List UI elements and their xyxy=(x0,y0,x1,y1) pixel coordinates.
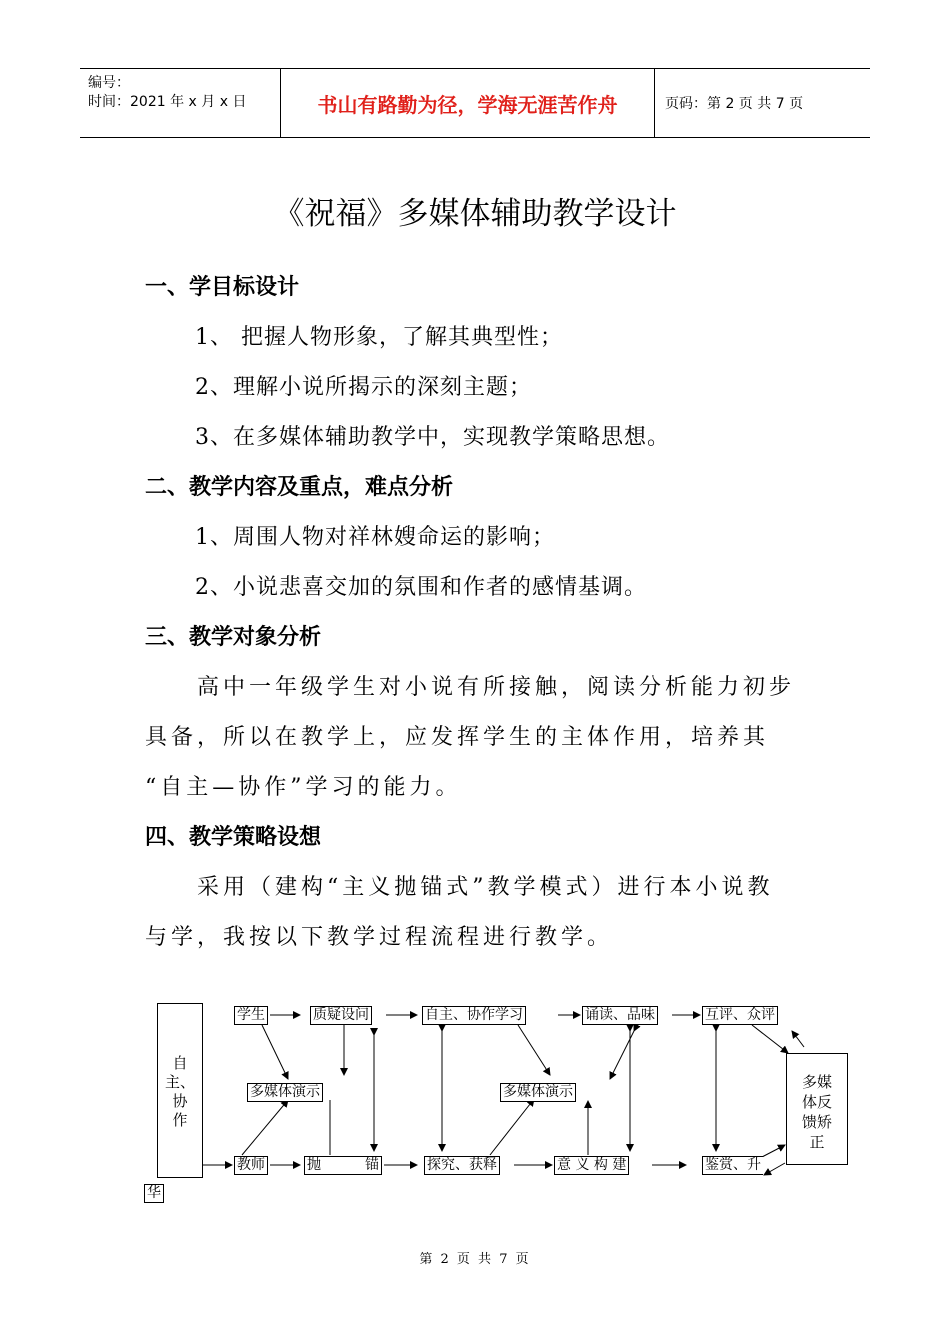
section-heading: 一、学目标设计 xyxy=(145,275,300,300)
node-anchor xyxy=(304,1156,382,1175)
paragraph-line: 高中一年级学生对小说有所接触，阅读分析能力初步 xyxy=(197,675,796,700)
list-item: 1、 把握人物形象，了解其典型性； xyxy=(195,325,563,350)
self-collab-box xyxy=(157,1003,203,1178)
box-text-line: 正 xyxy=(809,1133,825,1151)
node-read: 诵读、品味 xyxy=(582,1006,658,1025)
paragraph-line: 具备，所以在教学上，应发挥学生的主体作用，培养其 xyxy=(145,725,770,750)
node-hua: 华 xyxy=(144,1184,164,1203)
box-text-line: 主、 xyxy=(164,1073,195,1091)
paragraph-line: 采用（建构“主义抛锚式”教学模式）进行本小说教 xyxy=(197,875,774,900)
page-footer: 第 2 页 共 7 页 xyxy=(419,1252,531,1267)
flowchart-connectors xyxy=(140,995,860,1210)
node-media-demo-1: 多媒体演示 xyxy=(247,1083,323,1102)
node-teacher: 教师 xyxy=(234,1156,268,1175)
node-meaning: 意 义 构 建 xyxy=(554,1156,629,1175)
list-item: 1、周围人物对祥林嫂命运的影响； xyxy=(195,525,555,550)
node-media-demo-2: 多媒体演示 xyxy=(500,1083,576,1102)
section-heading: 二、教学内容及重点，难点分析 xyxy=(145,475,454,500)
page-title: 《祝福》多媒体辅助教学设计 xyxy=(273,196,677,232)
list-item: 2、理解小说所揭示的深刻主题； xyxy=(195,375,532,400)
header-table xyxy=(80,68,870,138)
node-review: 互评、众评 xyxy=(702,1006,778,1025)
paragraph-line: “自主—协作”学习的能力。 xyxy=(145,775,462,800)
box-text-line: 协 xyxy=(172,1092,188,1110)
list-item: 2、小说悲喜交加的氛围和作者的感情基调。 xyxy=(195,575,647,600)
section-heading: 四、教学策略设想 xyxy=(145,825,322,850)
node-self-study: 自主、协作学习 xyxy=(422,1006,526,1025)
box-text-line: 多媒 xyxy=(801,1073,832,1091)
motto: 书山有路勤为径，学海无涯苦作舟 xyxy=(281,69,655,137)
anchor-text-1: 抛 xyxy=(307,1157,321,1173)
paragraph-line: 与学，我按以下教学过程流程进行教学。 xyxy=(145,925,614,950)
box-text-line: 自 xyxy=(172,1054,188,1072)
anchor-text-2: 锚 xyxy=(365,1157,379,1173)
page-info: 页码：第 2 页 共 7 页 xyxy=(665,96,804,112)
node-appreciate: 鉴赏、升 xyxy=(702,1156,763,1175)
flowchart xyxy=(140,995,860,1210)
number-label: 编号： xyxy=(88,75,130,91)
header-meta-cell xyxy=(80,69,281,137)
node-student: 学生 xyxy=(234,1006,268,1025)
feedback-box xyxy=(786,1053,848,1165)
section-heading: 三、教学对象分析 xyxy=(145,625,322,650)
box-text-line: 体反 xyxy=(801,1093,832,1111)
box-text-line: 作 xyxy=(172,1111,188,1129)
list-item: 3、在多媒体辅助教学中，实现教学策略思想。 xyxy=(195,425,670,450)
node-explore: 探究、获释 xyxy=(424,1156,500,1175)
node-question: 质疑设问 xyxy=(310,1006,372,1025)
date-label: 时间：2021 年 x 月 x 日 xyxy=(88,94,247,110)
box-text-line: 馈矫 xyxy=(801,1113,832,1131)
